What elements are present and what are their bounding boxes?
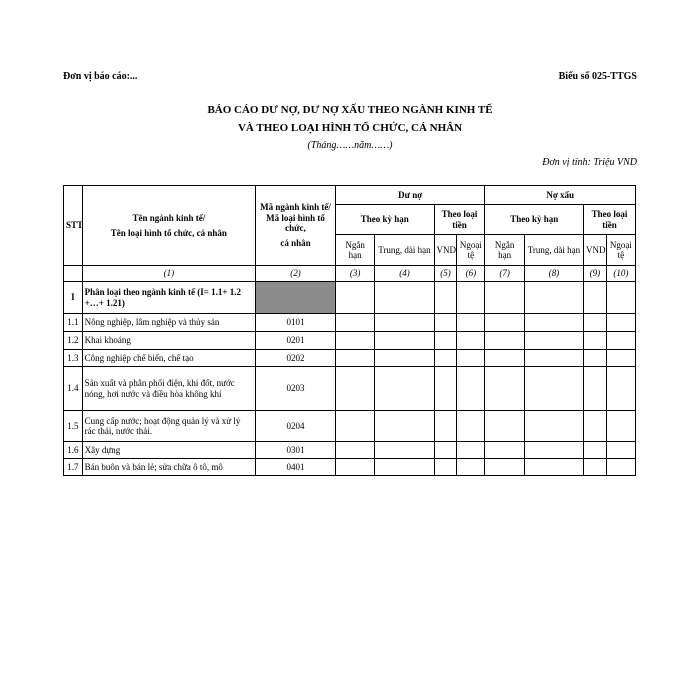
data-cell[interactable] (584, 282, 607, 314)
data-cell[interactable] (375, 350, 434, 367)
data-cell[interactable] (485, 411, 524, 442)
row-name: Sản xuất và phân phối điện, khí đốt, nước nóng, hơi nước và điều hòa không khí (82, 367, 255, 411)
data-cell[interactable] (434, 350, 457, 367)
header-trung-dai-han: Trung, dài hạn (375, 235, 434, 266)
header-no-xau-loai-tien: Theo loại tiền (584, 205, 636, 235)
row-code: 0202 (256, 350, 336, 367)
data-cell[interactable] (375, 367, 434, 411)
column-number: (8) (524, 266, 583, 282)
report-table (63, 185, 636, 476)
row-name: Cung cấp nước; hoạt động quản lý và xử lý rác thải, nước thải. (82, 411, 255, 442)
form-number: Biểu số 025-TTGS (558, 71, 637, 82)
data-cell[interactable] (335, 442, 374, 459)
row-code: 0204 (256, 411, 336, 442)
row-name: Bán buôn và bán lẻ; sửa chữa ô tô, mô (82, 459, 255, 476)
table-row (64, 367, 636, 411)
row-stt: 1.2 (64, 332, 83, 350)
data-cell[interactable] (524, 282, 583, 314)
table-row (64, 459, 636, 476)
row-code: 0101 (256, 314, 336, 332)
header-code (256, 186, 336, 266)
row-name: Công nghiệp chế biến, chế tạo (82, 350, 255, 367)
table-row (64, 314, 636, 332)
data-cell[interactable] (584, 459, 607, 476)
header-no-xau-ky-han: Theo kỳ hạn (485, 205, 584, 235)
header-du-no: Dư nợ (335, 186, 484, 205)
data-cell[interactable] (375, 459, 434, 476)
data-cell[interactable] (524, 411, 583, 442)
data-cell[interactable] (485, 350, 524, 367)
data-cell[interactable] (457, 332, 485, 350)
data-cell[interactable] (335, 367, 374, 411)
row-stt: I (64, 282, 83, 314)
data-cell[interactable] (485, 314, 524, 332)
row-code-shaded (256, 282, 336, 314)
data-cell[interactable] (434, 442, 457, 459)
header-name (82, 186, 255, 266)
unit-of-measure: Đơn vị tính: Triệu VND (542, 157, 637, 168)
row-stt: 1.4 (64, 367, 83, 411)
data-cell[interactable] (434, 411, 457, 442)
data-cell[interactable] (335, 332, 374, 350)
header-no-xau: Nợ xấu (485, 186, 636, 205)
data-cell[interactable] (434, 367, 457, 411)
table-row (64, 332, 636, 350)
data-cell[interactable] (606, 411, 635, 442)
data-cell[interactable] (434, 332, 457, 350)
table-row (64, 411, 636, 442)
header-ngan-han: Ngắn hạn (335, 235, 374, 266)
column-number: (4) (375, 266, 434, 282)
data-cell[interactable] (524, 314, 583, 332)
row-name: Phân loại theo ngành kinh tế (I= 1.1+ 1.2 +…+ 1.21) (82, 282, 255, 314)
table-row (64, 282, 636, 314)
data-cell[interactable] (375, 442, 434, 459)
row-code: 0301 (256, 442, 336, 459)
data-cell[interactable] (335, 459, 374, 476)
data-cell[interactable] (606, 459, 635, 476)
row-code: 0201 (256, 332, 336, 350)
data-cell[interactable] (335, 282, 374, 314)
data-cell[interactable] (584, 332, 607, 350)
header-stt: STT (64, 186, 83, 266)
data-cell[interactable] (457, 367, 485, 411)
row-code: 0401 (256, 459, 336, 476)
row-name: Khai khoáng (82, 332, 255, 350)
row-stt: 1.5 (64, 411, 83, 442)
table-row (64, 442, 636, 459)
row-stt: 1.1 (64, 314, 83, 332)
column-number: (3) (335, 266, 374, 282)
data-cell[interactable] (524, 367, 583, 411)
row-name: Xây dựng (82, 442, 255, 459)
data-cell[interactable] (375, 282, 434, 314)
number-cell-empty (64, 266, 83, 282)
data-cell[interactable] (434, 282, 457, 314)
data-cell[interactable] (375, 411, 434, 442)
header-ngoai-te: Ngoại tệ (606, 235, 635, 266)
header-name-line2: Tên loại hình tổ chức, cá nhân (110, 227, 227, 238)
column-number: (7) (485, 266, 524, 282)
data-cell[interactable] (606, 332, 635, 350)
data-cell[interactable] (606, 282, 635, 314)
data-cell[interactable] (485, 442, 524, 459)
data-cell[interactable] (485, 367, 524, 411)
data-cell[interactable] (584, 442, 607, 459)
data-cell[interactable] (485, 332, 524, 350)
data-cell[interactable] (335, 411, 374, 442)
report-title-line2: VÀ THEO LOẠI HÌNH TỔ CHỨC, CÁ NHÂN (237, 122, 463, 134)
column-number: (5) (434, 266, 457, 282)
header-code-line1: Mã ngành kinh tế/ Mã loại hình tổ chức, (260, 202, 331, 233)
header-vnd: VND (434, 235, 457, 266)
header-code-line2: cá nhân (280, 238, 311, 249)
report-title-line1: BÁO CÁO DƯ NỢ, DƯ NỢ XẤU THEO NGÀNH KINH TẾ (207, 104, 493, 116)
data-cell[interactable] (457, 350, 485, 367)
header-vnd: VND (584, 235, 607, 266)
data-cell[interactable] (524, 459, 583, 476)
data-cell[interactable] (457, 442, 485, 459)
data-cell[interactable] (584, 350, 607, 367)
data-cell[interactable] (335, 314, 374, 332)
data-cell[interactable] (434, 459, 457, 476)
data-cell[interactable] (375, 314, 434, 332)
data-cell[interactable] (485, 459, 524, 476)
row-stt: 1.3 (64, 350, 83, 367)
data-cell[interactable] (524, 350, 583, 367)
reporting-unit-label: Đơn vị báo cáo:... (63, 71, 138, 82)
header-trung-dai-han: Trung, dài hạn (524, 235, 583, 266)
row-code: 0203 (256, 367, 336, 411)
data-cell[interactable] (584, 411, 607, 442)
data-cell[interactable] (584, 314, 607, 332)
header-name-line1: Tên ngành kinh tế/ (132, 213, 206, 224)
row-name: Nông nghiệp, lâm nghiệp và thủy sản (82, 314, 255, 332)
data-cell[interactable] (457, 459, 485, 476)
data-cell[interactable] (524, 442, 583, 459)
column-number: (9) (584, 266, 607, 282)
column-number: (1) (82, 266, 255, 282)
data-cell[interactable] (606, 442, 635, 459)
header-du-no-ky-han: Theo kỳ hạn (335, 205, 434, 235)
data-cell[interactable] (375, 332, 434, 350)
column-number: (2) (256, 266, 336, 282)
header-ngan-han: Ngắn hạn (485, 235, 524, 266)
header-du-no-loai-tien: Theo loại tiền (434, 205, 485, 235)
data-cell[interactable] (485, 282, 524, 314)
data-cell[interactable] (584, 367, 607, 411)
data-cell[interactable] (524, 332, 583, 350)
data-cell[interactable] (606, 314, 635, 332)
data-cell[interactable] (457, 411, 485, 442)
report-period: (Tháng……năm……) (307, 140, 393, 151)
data-cell[interactable] (606, 367, 635, 411)
row-stt: 1.7 (64, 459, 83, 476)
row-stt: 1.6 (64, 442, 83, 459)
data-cell[interactable] (335, 350, 374, 367)
header-ngoai-te: Ngoại tệ (457, 235, 485, 266)
data-cell[interactable] (457, 314, 485, 332)
data-cell[interactable] (606, 350, 635, 367)
column-number: (6) (457, 266, 485, 282)
column-number: (10) (606, 266, 635, 282)
table-row (64, 350, 636, 367)
data-cell[interactable] (457, 282, 485, 314)
data-cell[interactable] (434, 314, 457, 332)
